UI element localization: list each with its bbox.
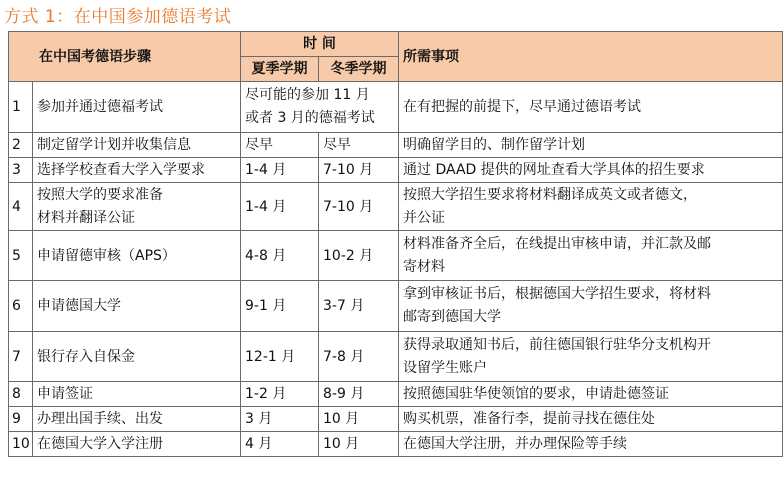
winter-term-time [319,382,399,407]
cell-line: 申请德国大学 [37,298,121,314]
step-name [33,158,241,183]
step-name [33,382,241,407]
cell-line: 购买机票，准备行李，提前寻找在德住处 [403,411,655,427]
summer-term-time [241,407,319,432]
table-row [9,281,783,332]
cell-line: 8-9 月 [323,386,365,402]
step-name [33,332,241,382]
cell-line: 1-4 月 [245,198,287,215]
cell-line: 3-7 月 [323,298,365,314]
cell-line: 在有把握的前提下，尽早通过德语考试 [403,99,641,115]
required-items [399,133,783,158]
cell-line: 按照德国驻华使领馆的要求，申请赴德签证 [403,386,669,402]
required-items [399,281,783,332]
step-name [33,82,241,133]
table-row [9,407,783,432]
summer-term-time [241,82,399,133]
winter-term-time [319,183,399,231]
cell-line: 材料准备齐全后，在线提出审核申请，并汇款及邮 [403,235,711,252]
page-title: 方式 1：在中国参加德语考试 [4,7,232,27]
cell-line: 9-1 月 [245,298,287,314]
cell-line: 7-10 月 [323,162,374,178]
step-number: 5 [9,231,33,281]
step-number: 2 [9,133,33,158]
required-items [399,231,783,281]
winter-term-time [319,281,399,332]
required-items [399,332,783,382]
cell-line: 或者 3 月的德福考试 [245,110,375,126]
winter-term-time [319,432,399,457]
required-items [399,382,783,407]
cell-line: 10 月 [323,411,360,427]
cell-line: 尽早 [323,137,351,153]
table-row [9,382,783,407]
cell-line: 7-8 月 [323,348,365,365]
cell-line: 并公证 [403,209,445,226]
header-winter: 冬季学期 [319,57,399,82]
winter-term-time [319,231,399,281]
header-steps: 在中国考德语步骤 [9,32,241,82]
cell-line: 申请留德审核（APS） [37,247,176,264]
header-time: 时 间 [241,32,399,57]
step-number: 10 [9,432,33,457]
step-number: 9 [9,407,33,432]
cell-line: 1-2 月 [245,386,287,402]
table-row [9,133,783,158]
step-number: 8 [9,382,33,407]
cell-line: 10 月 [323,436,360,452]
cell-line: 申请签证 [37,386,93,402]
cell-line: 设留学生账户 [403,359,487,376]
table-row [9,82,783,133]
step-number: 6 [9,281,33,332]
cell-line: 尽可能的参加 11 月 [245,87,370,103]
step-number: 3 [9,158,33,183]
winter-term-time [319,407,399,432]
cell-line: 1-4 月 [245,162,287,178]
header-summer: 夏季学期 [241,57,319,82]
cell-line: 4-8 月 [245,247,287,264]
winter-term-time [319,332,399,382]
step-number: 1 [9,82,33,133]
study-steps-table [8,31,783,457]
cell-line: 通过 DAAD 提供的网址查看大学具体的招生要求 [403,162,705,178]
cell-line: 制定留学计划并收集信息 [37,137,191,153]
required-items [399,432,783,457]
step-number: 4 [9,183,33,231]
required-items [399,407,783,432]
cell-line: 明确留学目的、制作留学计划 [403,137,585,153]
required-items [399,183,783,231]
step-name [33,183,241,231]
cell-line: 在德国大学注册，并办理保险等手续 [403,436,627,452]
cell-line: 尽早 [245,137,273,153]
cell-line: 12-1 月 [245,348,296,365]
winter-term-time [319,133,399,158]
step-number: 7 [9,332,33,382]
cell-line: 7-10 月 [323,198,374,215]
winter-term-time [319,158,399,183]
step-name [33,231,241,281]
cell-line: 按照大学招生要求将材料翻译成英文或者德文， [403,186,697,203]
summer-term-time [241,382,319,407]
step-name [33,407,241,432]
cell-line: 办理出国手续、出发 [37,411,163,427]
table-row [9,231,783,281]
summer-term-time [241,133,319,158]
table-row [9,432,783,457]
cell-line: 按照大学的要求准备 [37,186,163,203]
summer-term-time [241,231,319,281]
cell-line: 3 月 [245,411,273,427]
summer-term-time [241,183,319,231]
table-row [9,183,783,231]
header-items: 所需事项 [399,32,783,82]
step-name [33,133,241,158]
table-row [9,332,783,382]
summer-term-time [241,432,319,457]
cell-line: 在德国大学入学注册 [37,436,163,452]
cell-line: 参加并通过德福考试 [37,99,163,115]
cell-line: 银行存入自保金 [37,348,135,365]
step-name [33,432,241,457]
summer-term-time [241,158,319,183]
cell-line: 获得录取通知书后，前往德国银行驻华分支机构开 [403,336,711,353]
required-items [399,82,783,133]
cell-line: 材料并翻译公证 [37,209,135,226]
cell-line: 4 月 [245,436,273,452]
cell-line: 邮寄到德国大学 [403,309,501,325]
summer-term-time [241,281,319,332]
summer-term-time [241,332,319,382]
step-name [33,281,241,332]
required-items [399,158,783,183]
cell-line: 选择学校查看大学入学要求 [37,162,205,178]
cell-line: 拿到审核证书后，根据德国大学招生要求，将材料 [403,286,711,302]
cell-line: 10-2 月 [323,247,374,264]
table-row [9,158,783,183]
cell-line: 寄材料 [403,258,445,275]
